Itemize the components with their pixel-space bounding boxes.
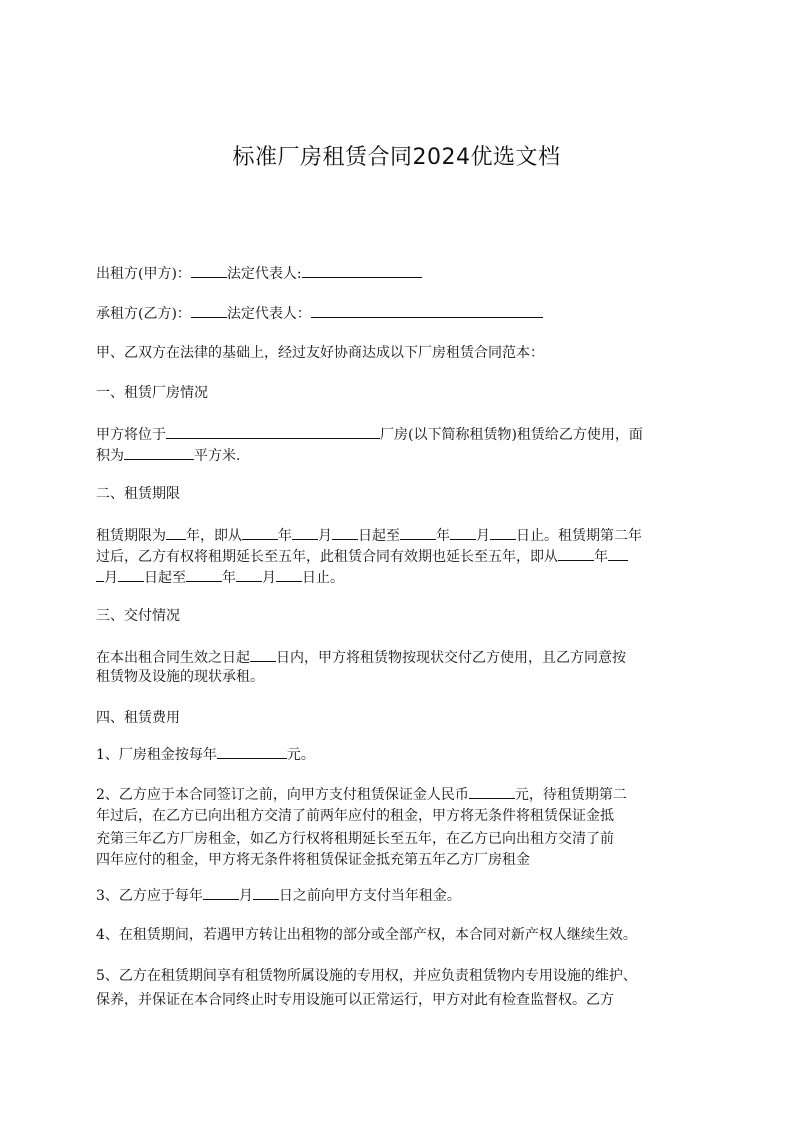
- text-segment: 日内，甲方将租赁物按现状交付乙方使用，且乙方同意按: [276, 650, 626, 666]
- ext-start-day-blank: [118, 566, 144, 582]
- text-segment: 月: [262, 570, 276, 586]
- area-blank: [124, 444, 194, 460]
- intro-paragraph: 甲、乙双方在法律的基础上，经过友好协商达成以下厂房租赁合同范本：: [96, 345, 544, 361]
- text-segment: 过后，乙方有权将租期延长至五年，此租赁合同有效期也延长至五年，即从: [96, 549, 558, 565]
- ext-start-month-blank: [608, 545, 628, 561]
- payment-day-blank: [253, 884, 279, 900]
- clause-4-1: [96, 743, 716, 765]
- section-2-line-1: [96, 524, 716, 546]
- deposit-blank: [469, 783, 515, 799]
- section-3-line-1: [96, 646, 716, 668]
- text-segment: 日止。租赁期第二年: [516, 528, 642, 544]
- text-segment: 甲方将位于: [96, 427, 166, 443]
- lessor-rep-blank: [302, 262, 422, 278]
- end-month-blank: [450, 524, 476, 540]
- text-segment: 年: [594, 549, 608, 565]
- clause-4-2-line-3: 充第三年乙方厂房租金，如乙方行权将租期延长至五年，在乙方已向出租方交清了前: [96, 831, 614, 847]
- section-2-line-3: [96, 566, 716, 588]
- clause-4-3: [96, 884, 716, 906]
- ext-end-month-blank: [236, 566, 262, 582]
- lessor-label: 出租方(甲方)：: [96, 266, 191, 282]
- text-segment: 日起至: [144, 570, 186, 586]
- text-segment: 年: [436, 528, 450, 544]
- text-segment: 元。: [286, 747, 315, 763]
- end-year-blank: [400, 524, 436, 540]
- text-segment: 年，即从: [186, 528, 242, 544]
- lessee-rep-blank: [311, 302, 543, 318]
- text-segment: 厂房(以下简称租赁物)租赁给乙方使用，面: [380, 427, 643, 443]
- text-segment: 月: [476, 528, 490, 544]
- ext-end-day-blank: [276, 566, 302, 582]
- text-segment: 1、厂房租金按每年: [96, 747, 217, 763]
- document-title: 标准厂房租赁合同2024优选文档: [232, 145, 561, 170]
- text-segment: 日起至: [358, 528, 400, 544]
- clause-4-4: 4、在租赁期间，若遇甲方转让出租物的部分或全部产权，本合同对新产权人继续生效。: [96, 927, 637, 943]
- lessor-line: [96, 262, 716, 284]
- term-years-blank: [166, 524, 186, 540]
- ext-start-year-blank: [558, 545, 594, 561]
- text-segment: 2、乙方应于本合同签订之前，向甲方支付租赁保证金人民币: [96, 787, 469, 803]
- lessor-rep-label: 法定代表人:: [226, 266, 302, 282]
- text-segment: 年: [222, 570, 236, 586]
- text-segment: 租赁期限为: [96, 528, 166, 544]
- delivery-days-blank: [250, 646, 276, 662]
- payment-month-blank: [203, 884, 239, 900]
- lessee-label: 承租方(乙方)：: [96, 306, 191, 322]
- start-year-blank: [242, 524, 278, 540]
- lessor-name-blank: [191, 262, 227, 278]
- text-segment: 积为: [96, 448, 124, 464]
- annual-rent-blank: [217, 743, 287, 759]
- start-day-blank: [332, 524, 358, 540]
- text-segment: 年: [278, 528, 292, 544]
- text-segment: 平方米.: [194, 448, 241, 464]
- section-3-heading: 三、交付情况: [96, 608, 180, 624]
- ext-end-year-blank: [186, 566, 222, 582]
- clause-4-5-line-2: 保养，并保证在本合同终止时专用设施可以正常运行，甲方对此有检查监督权。乙方: [96, 992, 614, 1008]
- end-day-blank: [490, 524, 516, 540]
- text-segment: 3、乙方应于每年: [96, 888, 203, 904]
- section-1-heading: 一、租赁厂房情况: [96, 385, 208, 401]
- clause-4-2-line-4: 四年应付的租金，甲方将无条件将租赁保证金抵充第五年乙方厂房租金: [96, 852, 530, 868]
- start-month-blank: [292, 524, 318, 540]
- lessee-name-blank: [191, 302, 227, 318]
- text-segment: 月: [318, 528, 332, 544]
- text-segment: 元，待租赁期第二: [514, 787, 627, 803]
- lessee-line: [96, 302, 716, 324]
- section-2-line-2: [96, 545, 716, 567]
- text-segment: 日之前向甲方支付当年租金。: [278, 888, 461, 904]
- clause-4-2-line-1: [96, 783, 716, 805]
- ext-start-month-blank-cont: [96, 566, 104, 582]
- text-segment: 月: [104, 570, 118, 586]
- text-segment: 日止。: [302, 570, 344, 586]
- section-2-heading: 二、租赁期限: [96, 486, 180, 502]
- section-3-line-2: 租赁物及设施的现状承租。: [96, 669, 264, 685]
- text-segment: 月: [238, 888, 253, 904]
- location-blank: [166, 423, 380, 439]
- clause-4-2-line-2: 年过后，在乙方已向出租方交清了前两年应付的租金，甲方将无条件将租赁保证金抵: [96, 808, 614, 824]
- lessee-rep-label: 法定代表人：: [226, 306, 311, 322]
- section-1-line-1: [96, 423, 716, 445]
- section-1-line-2: [96, 444, 716, 466]
- text-segment: 在本出租合同生效之日起: [96, 650, 250, 666]
- section-4-heading: 四、租赁费用: [96, 710, 180, 726]
- clause-4-5-line-1: 5、乙方在租赁期间享有租赁物所属设施的专用权，并应负责租赁物内专用设施的维护、: [96, 968, 637, 984]
